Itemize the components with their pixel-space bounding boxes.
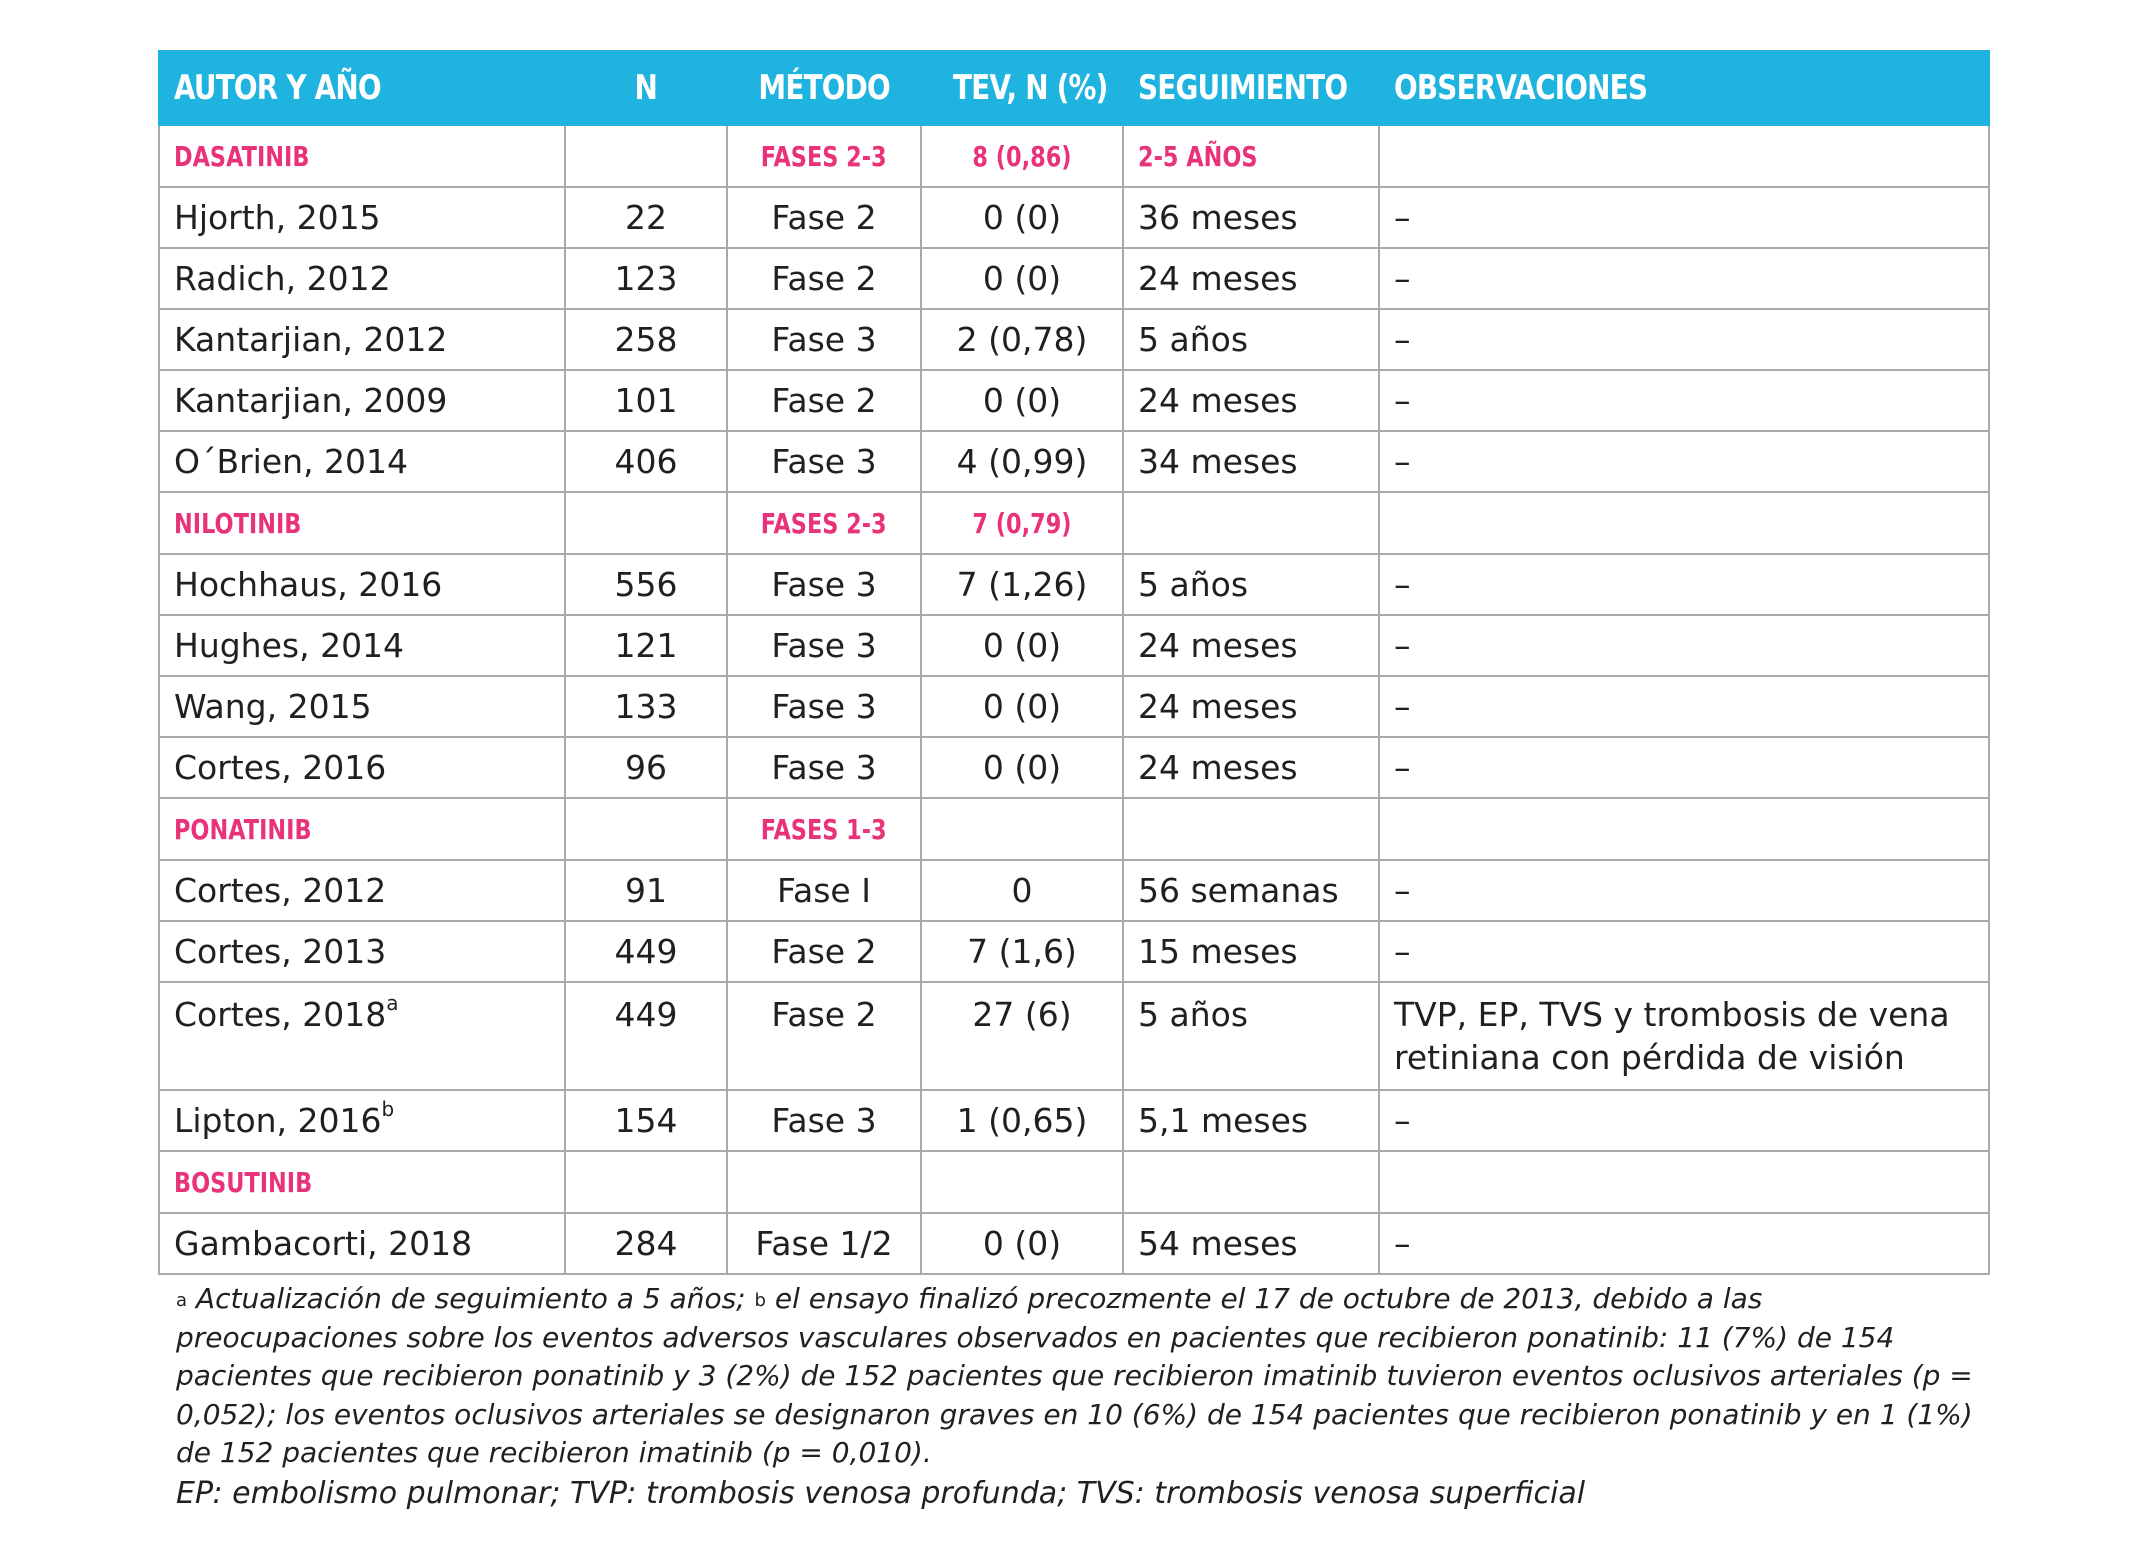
footnote-b: el ensayo finalizó precozmente el 17 de octubre de 2013, debido a las preocupaciones sobre los eventos adversos vasculares observados en pacientes que recibieron ponatinib: 11 (7%) de 154 pacientes que recibieron ponatinib y 3 (2%) de 152 pacientes que recibieron imatinib tuvieron eventos oclusivos arteriales (p = 0,052); los eventos oclusivos arteriales se designaron graves en 10 (6%) de 154 pacientes que recibieron ponatinib y en 1 (1%) de 152 pacientes que recibieron imatinib (p = 0,010).	[176, 1282, 1973, 1469]
table-row	[159, 248, 1989, 309]
cell-author	[159, 431, 565, 492]
cell-observations: –	[1379, 370, 1989, 431]
group-method-text: FASES 2-3	[761, 139, 887, 173]
cell-author	[159, 860, 565, 921]
cell-author	[159, 1213, 565, 1274]
author-name: Cortes, 2016	[174, 748, 387, 787]
cell-n: 406	[565, 431, 727, 492]
author-name: Kantarjian, 2009	[174, 381, 448, 420]
table-row	[159, 187, 1989, 248]
cell-tev: 7 (1,6)	[921, 921, 1123, 982]
table-row	[159, 554, 1989, 615]
group-tev	[921, 798, 1123, 860]
author-name: Wang, 2015	[174, 687, 372, 726]
header-method: MÉTODO	[727, 51, 921, 125]
footnotes	[176, 1280, 1976, 1515]
author-name: Hughes, 2014	[174, 626, 405, 665]
group-observations	[1379, 798, 1989, 860]
header-n: N	[565, 51, 727, 125]
header-tev: TEV, N (%)	[921, 51, 1123, 125]
author-name: Gambacorti, 2018	[174, 1224, 473, 1263]
cell-tev: 0 (0)	[921, 615, 1123, 676]
cell-author	[159, 554, 565, 615]
cell-method: Fase 2	[727, 187, 921, 248]
cell-n: 449	[565, 982, 727, 1090]
group-observations	[1379, 125, 1989, 187]
author-name: Kantarjian, 2012	[174, 320, 448, 359]
cell-method: Fase I	[727, 860, 921, 921]
cell-tev: 0 (0)	[921, 1213, 1123, 1274]
footnote-label-a: a	[176, 1290, 188, 1311]
table-header-row	[159, 51, 1989, 125]
group-row	[159, 492, 1989, 554]
cell-method: Fase 2	[727, 248, 921, 309]
footnote-marker: a	[386, 991, 399, 1015]
cell-tev: 0	[921, 860, 1123, 921]
results-table	[158, 50, 1990, 1275]
cell-followup: 54 meses	[1123, 1213, 1379, 1274]
cell-followup: 36 meses	[1123, 187, 1379, 248]
table-body	[159, 125, 1989, 1274]
group-name	[159, 492, 565, 554]
group-tev	[921, 1151, 1123, 1213]
group-n	[565, 798, 727, 860]
cell-n: 284	[565, 1213, 727, 1274]
cell-method: Fase 3	[727, 554, 921, 615]
table-row	[159, 431, 1989, 492]
cell-observations: –	[1379, 921, 1989, 982]
cell-followup: 5 años	[1123, 554, 1379, 615]
header-followup: SEGUIMIENTO	[1123, 51, 1379, 125]
cell-followup: 5 años	[1123, 982, 1379, 1090]
group-tev-text: 8 (0,86)	[972, 139, 1072, 173]
cell-method: Fase 3	[727, 309, 921, 370]
group-name-text: NILOTINIB	[174, 506, 302, 540]
cell-followup: 5 años	[1123, 309, 1379, 370]
group-name	[159, 798, 565, 860]
cell-n: 154	[565, 1090, 727, 1151]
cell-tev: 0 (0)	[921, 737, 1123, 798]
cell-observations: –	[1379, 1213, 1989, 1274]
table-row	[159, 860, 1989, 921]
group-tev-text: 7 (0,79)	[972, 506, 1072, 540]
group-n	[565, 1151, 727, 1213]
cell-tev: 0 (0)	[921, 370, 1123, 431]
cell-method: Fase 3	[727, 676, 921, 737]
cell-method: Fase 3	[727, 1090, 921, 1151]
cell-observations: –	[1379, 676, 1989, 737]
cell-n: 258	[565, 309, 727, 370]
footnote-text	[176, 1280, 1976, 1473]
cell-followup: 24 meses	[1123, 248, 1379, 309]
cell-observations: –	[1379, 554, 1989, 615]
footnote-marker: b	[381, 1097, 395, 1121]
group-followup	[1123, 492, 1379, 554]
cell-tev: 0 (0)	[921, 248, 1123, 309]
cell-observations: –	[1379, 860, 1989, 921]
group-name	[159, 125, 565, 187]
group-name-text: PONATINIB	[174, 812, 312, 846]
cell-author	[159, 1090, 565, 1151]
table-row	[159, 615, 1989, 676]
header-author: AUTOR Y AÑO	[159, 51, 565, 125]
table-row	[159, 1213, 1989, 1274]
group-name-text: BOSUTINIB	[174, 1165, 313, 1199]
group-n	[565, 125, 727, 187]
cell-observations: –	[1379, 187, 1989, 248]
cell-method: Fase 2	[727, 921, 921, 982]
cell-tev: 2 (0,78)	[921, 309, 1123, 370]
abbreviations: EP: embolismo pulmonar; TVP: trombosis venosa profunda; TVS: trombosis venosa superficial	[176, 1475, 1586, 1511]
table-row	[159, 1090, 1989, 1151]
cell-observations: TVP, EP, TVS y trombosis de vena retiniana con pérdida de visión	[1379, 982, 1989, 1090]
cell-followup: 56 semanas	[1123, 860, 1379, 921]
cell-author	[159, 187, 565, 248]
cell-author	[159, 982, 565, 1090]
cell-author	[159, 676, 565, 737]
group-method	[727, 492, 921, 554]
cell-n: 91	[565, 860, 727, 921]
group-method	[727, 798, 921, 860]
cell-tev: 27 (6)	[921, 982, 1123, 1090]
table-row	[159, 676, 1989, 737]
group-followup	[1123, 125, 1379, 187]
cell-observations: –	[1379, 309, 1989, 370]
cell-observations: –	[1379, 737, 1989, 798]
author-name: Cortes, 2012	[174, 871, 387, 910]
cell-n: 22	[565, 187, 727, 248]
group-n	[565, 492, 727, 554]
author-name: Cortes, 2013	[174, 932, 387, 971]
cell-tev: 7 (1,26)	[921, 554, 1123, 615]
author-name: Radich, 2012	[174, 259, 391, 298]
cell-method: Fase 1/2	[727, 1213, 921, 1274]
group-method	[727, 1151, 921, 1213]
author-name: Lipton, 2016	[174, 1101, 382, 1140]
cell-followup: 5,1 meses	[1123, 1090, 1379, 1151]
footnote-label-b: b	[754, 1290, 766, 1311]
cell-tev: 1 (0,65)	[921, 1090, 1123, 1151]
cell-method: Fase 3	[727, 431, 921, 492]
cell-followup: 24 meses	[1123, 370, 1379, 431]
cell-method: Fase 3	[727, 615, 921, 676]
cell-n: 556	[565, 554, 727, 615]
group-followup	[1123, 1151, 1379, 1213]
cell-author	[159, 737, 565, 798]
group-method-text: FASES 2-3	[761, 506, 887, 540]
author-name: Cortes, 2018	[174, 995, 387, 1034]
group-method	[727, 125, 921, 187]
table-row	[159, 982, 1989, 1090]
group-observations	[1379, 492, 1989, 554]
cell-author	[159, 921, 565, 982]
cell-observations: –	[1379, 248, 1989, 309]
group-followup	[1123, 798, 1379, 860]
group-followup-text: 2-5 AÑOS	[1138, 139, 1258, 173]
cell-observations: –	[1379, 431, 1989, 492]
cell-tev: 4 (0,99)	[921, 431, 1123, 492]
group-name	[159, 1151, 565, 1213]
footnote-a: Actualización de seguimiento a 5 años;	[187, 1282, 755, 1315]
author-name: Hochhaus, 2016	[174, 565, 443, 604]
group-row	[159, 798, 1989, 860]
table-row	[159, 370, 1989, 431]
cell-followup: 24 meses	[1123, 615, 1379, 676]
cell-n: 101	[565, 370, 727, 431]
group-observations	[1379, 1151, 1989, 1213]
cell-method: Fase 2	[727, 982, 921, 1090]
cell-n: 96	[565, 737, 727, 798]
cell-observations: –	[1379, 1090, 1989, 1151]
cell-method: Fase 3	[727, 737, 921, 798]
cell-method: Fase 2	[727, 370, 921, 431]
cell-n: 449	[565, 921, 727, 982]
group-tev	[921, 492, 1123, 554]
cell-followup: 24 meses	[1123, 676, 1379, 737]
author-name: Hjorth, 2015	[174, 198, 381, 237]
group-tev	[921, 125, 1123, 187]
cell-author	[159, 370, 565, 431]
cell-followup: 15 meses	[1123, 921, 1379, 982]
cell-n: 121	[565, 615, 727, 676]
cell-followup: 24 meses	[1123, 737, 1379, 798]
group-name-text: DASATINIB	[174, 139, 310, 173]
table-row	[159, 737, 1989, 798]
cell-tev: 0 (0)	[921, 676, 1123, 737]
cell-tev: 0 (0)	[921, 187, 1123, 248]
author-name: O´Brien, 2014	[174, 442, 409, 481]
cell-observations: –	[1379, 615, 1989, 676]
cell-n: 133	[565, 676, 727, 737]
cell-followup: 34 meses	[1123, 431, 1379, 492]
group-row	[159, 1151, 1989, 1213]
cell-n: 123	[565, 248, 727, 309]
header-observations: OBSERVACIONES	[1379, 51, 1989, 125]
group-row	[159, 125, 1989, 187]
group-method-text: FASES 1-3	[761, 812, 887, 846]
cell-author	[159, 615, 565, 676]
cell-author	[159, 248, 565, 309]
table-row	[159, 921, 1989, 982]
table-row	[159, 309, 1989, 370]
cell-author	[159, 309, 565, 370]
